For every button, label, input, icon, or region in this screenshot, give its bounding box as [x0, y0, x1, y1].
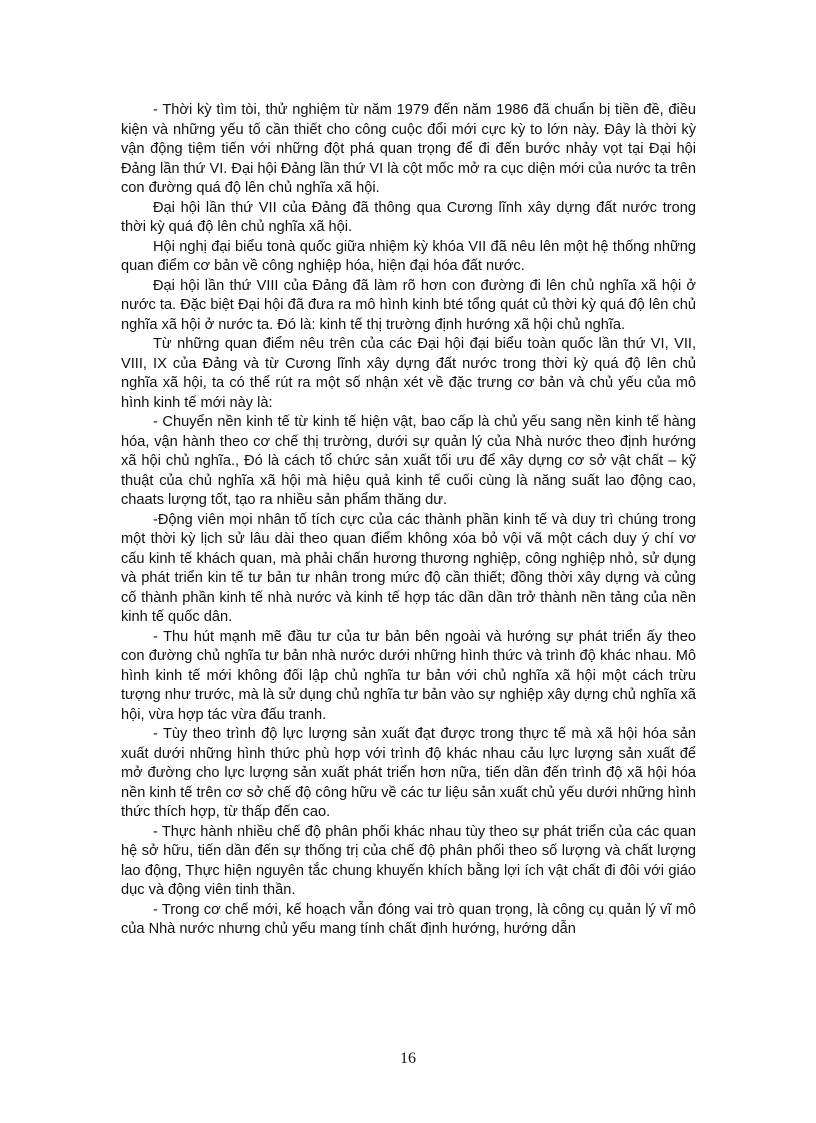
- body-text: [121, 101, 696, 940]
- paragraph: - Thu hút mạnh mẽ đầu tư của tư bản bên ngoài và hướng sự phát triển ấy theo con đường chủ nghĩa tư bản nhà nước dưới những hình thức và trình độ khác nhau. Mô hình kinh tế mới không đối lập chủ nghĩa tư bản với chủ nghĩa xã hội một cách trừu tượng như trước, mà là sử dụng chủ nghĩa tư bản vào sự nghiệp xây dựng chủ nghĩa xã hội, vừa hợp tác vừa đấu tranh.: [121, 628, 696, 723]
- paragraph: - Chuyển nền kinh tế từ kinh tế hiện vật, bao cấp là chủ yếu sang nền kinh tế hàng hóa, vận hành theo cơ chế thị trường, dưới sự quản lý của Nhà nước theo định hướng xã hội chủ nghĩa., Đó là cách tổ chức sản xuất tối ưu để xây dựng cơ sở vật chất – kỹ thuật của chủ nghĩa xã hội mà hiệu quả kinh tế cuối cùng là năng suất lao động cao, chaats lượng tốt, tạo ra nhiều sản phẩm thăng dư.: [121, 414, 696, 508]
- paragraph: -Động viên mọi nhân tố tích cực của các thành phần kinh tế và duy trì chúng trong một thời kỳ lịch sử lâu dài theo quan điểm không xóa bỏ vội vã một cách duy ý chí vơ cấu kinh tế khách quan, mà phải chấn hương thương nghiệp, công nghiệp nhỏ, sử dụng và phát triển kin tế tư bản tư nhân trong mức độ cần thiết; đồng thời xây dựng và củng cố thành phần kinh tế nhà nước và kinh tế hợp tác dần dần trở thành nền tảng của nền kinh tế quốc dân.: [121, 511, 696, 625]
- page-number: 16: [400, 1050, 416, 1067]
- paragraph: Hội nghị đại biểu tonà quốc giữa nhiệm kỳ khóa VII đã nêu lên một hệ thống những quan điểm cơ bản về công nghiệp hóa, hiện đại hóa đất nước.: [121, 238, 696, 274]
- paragraph: - Thực hành nhiều chế độ phân phối khác nhau tùy theo sự phát triển của các quan hệ sở hữu, tiến dần đến sự thống trị của chế độ phân phối theo số lượng và chất lượng lao động, Thực hiện nguyên tắc chung khuyến khích bằng lợi ích vật chất đi đôi với giáo dục và động viên tinh thần.: [121, 823, 696, 898]
- paragraph: - Tùy theo trình độ lực lượng sản xuất đạt được trong thực tế mà xã hội hóa sản xuất dưới những hình thức phù hợp với trình độ khác nhau cảu lực lượng sản xuất để mở đường cho lực lượng sản xuất phát triển hơn nữa, tiến dần đến trình độ xã hội hóa nền kinh tế trên cơ sở chế độ công hữu về các tư liệu sản xuất chủ yếu dưới những hình thức thích hợp, từ thấp đến cao.: [121, 726, 696, 820]
- paragraph: Đại hội lần thứ VIII của Đảng đã làm rõ hơn con đường đi lên chủ nghĩa xã hội ở nước ta. Đặc biệt Đại hội đã đưa ra mô hình kinh bté tổng quát củ thời kỳ quá độ lên chủ nghĩa xã hội ở nước ta. Đó là: kinh tế thị trường định hướng xã hội chủ nghĩa.: [121, 277, 696, 333]
- paragraph: Từ những quan điểm nêu trên của các Đại hội đại biểu toàn quốc lần thứ VI, VII, VIII, IX của Đảng và từ Cương lĩnh xây dựng đất nước trong thời kỳ quá độ lên chủ nghĩa xã hội, ta có thể rút ra một số nhận xét về đặc trưng cơ bản và chủ yếu của mô hình kinh tế mới này là:: [121, 336, 696, 411]
- paragraph: Đại hội lần thứ VII của Đảng đã thông qua Cương lĩnh xây dựng đất nước trong thời kỳ quá độ lên chủ nghĩa xã hội.: [121, 199, 696, 235]
- paragraph: - Thời kỳ tìm tòi, thử nghiệm từ năm 1979 đến năm 1986 đã chuẩn bị tiền đề, điều kiện và những yếu tố cần thiết cho công cuộc đổi mới cực kỳ to lớn này. Đây là thời kỳ vận động tiệm tiến với những đột phá quan trọng để đi đến bước nhảy vọt tại Đại hội Đảng lần thứ VI. Đại hội Đảng lần thứ VI là cột mốc mở ra cục diện mới của nước ta trên con đường quá độ lên chủ nghĩa xã hội.: [121, 102, 696, 196]
- paragraph: - Trong cơ chế mới, kế hoạch vẫn đóng vai trò quan trọng, là công cụ quản lý vĩ mô của Nhà nước nhưng chủ yếu mang tính chất định hướng, hướng dẫn: [121, 901, 696, 937]
